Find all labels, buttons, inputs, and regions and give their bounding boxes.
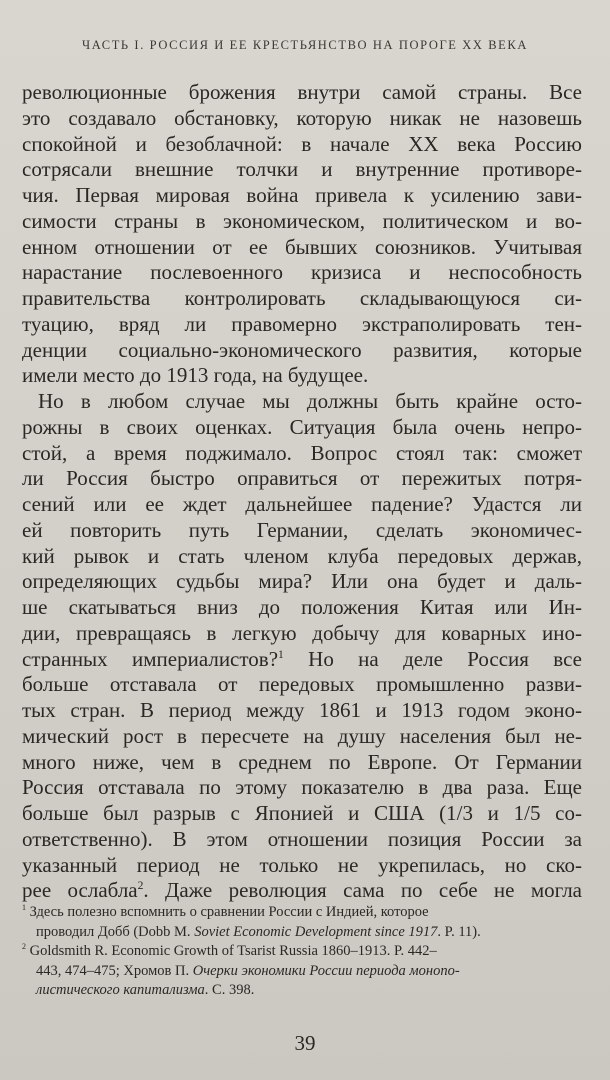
text-line: больше был разрыв с Японией и США (1/3 и 1/5 со- [22,801,582,825]
text-line: дии, превращаясь в легкую добычу для коварных ино- [22,620,582,645]
main-text [22,80,582,904]
page-number: 39 [294,1031,316,1055]
text-line: определяющих судьбы мира? Или она будет и даль- [22,569,582,594]
footnote-1 [22,903,582,923]
footnote-book-title: Soviet Economic Development since 1917 [194,923,438,940]
footnote-text: Goldsmith R. Economic Growth of Tsarist Russia 1860–1913. P. 442– [29,943,437,959]
text-line: енном отношении от ее бывших союзников. Учитывая [22,234,582,259]
footnote-text: проводил Добб (Dobb M. [36,923,195,940]
footnote-text: . С. 398. [204,982,255,998]
footnote-1-cont [22,923,582,943]
text-line: чия. Первая мировая война привела к усилению зави- [22,183,582,207]
text-line: нарастание послевоенного кризиса и неспособность [22,260,582,285]
text-line: ей повторить путь Германии, сделать экономичес- [22,517,582,542]
footnote-text: Здесь полезно вспомнить о сравнении России с Индией, которое [29,904,429,920]
text-line: ли Россия быстро оправиться от пережитых потря- [22,466,582,491]
text-segment: Даже революция сама по себе не могла [148,878,582,903]
text-line: сений или ее ждет дальнейшее падение? Удастся ли [22,492,582,516]
text-line: рожны в своих оценках. Ситуация была очень непро- [22,414,582,439]
footnote-2-cont [22,962,582,982]
footnote-text: . P. 11). [437,923,481,940]
text-line: это создавало обстановку, которую никак не назовешь [22,105,582,130]
text-segment: Но на деле Россия все [308,646,582,671]
footnote-book-title: листического капитализма [36,982,205,998]
footnote-mark: 1 [22,903,26,913]
footnotes [22,903,582,1001]
text-line: симости страны в экономическом, политическом и во- [22,208,582,233]
text-line: Россия отставала по этому показателю в два раза. Еще [22,775,582,800]
text-line: ше скатываться вниз до положения Китая или Ин- [22,595,582,619]
footnote-ref-2[interactable]: 2 [137,880,144,893]
text-line: указанный период не только не укрепилась, но ско- [22,852,582,877]
text-segment: рее ослабла [22,878,138,903]
text-line: стой, а время поджимало. Вопрос стоял так: сможет [22,440,582,465]
text-line: ответственно). В этом отношении позиция России за [22,826,582,851]
text-line: много ниже, чем в среднем по Европе. От Германии [22,749,582,774]
footnote-text: 443, 474–475; Хромов П. [36,962,193,979]
footnote-ref-1[interactable]: 1 [278,648,284,661]
footnote-2-cont [22,981,582,1001]
paragraph-start-line: Но в любом случае мы должны быть крайне осто- [38,389,582,413]
text-segment: странных империалистов? [22,646,279,671]
text-line: имели место до 1913 года, на будущее. [22,363,369,388]
text-line: больше отставала от передовых промышленно разви- [22,672,582,697]
text-line: правительства контролировать складывающуюся си- [22,286,582,310]
running-head: ЧАСТЬ I. РОССИЯ И ЕЕ КРЕСТЬЯНСТВО НА ПОРОГЕ XX ВЕКА [82,38,528,52]
footnote-mark: 2 [22,942,26,952]
text-line: революционные брожения внутри самой страны. Все [22,80,582,104]
text-line: туацию, вряд ли правомерно экстраполировать тен- [22,311,582,336]
text-line-with-footnote [22,647,582,673]
text-line: спокойной и безоблачной: в начале XX века Россию [22,131,582,156]
footnote-book-title: Очерки экономики России периода монопо- [192,962,460,979]
text-line: тых стран. В период между 1861 и 1913 годом эконо- [22,698,582,722]
footnote-2 [22,942,582,962]
text-line: денции социально-экономического развития, которые [22,337,582,362]
text-line: сотрясали внешние толчки и внутренние противоре- [22,157,582,182]
text-line: кий рывок и стать членом клуба передовых держав, [22,543,582,568]
text-line-with-footnote: рее ослабла$^2$. Даже революция сама по себе не могла [22,878,582,903]
text-line: мический рост в пересчете на душу населения был не- [22,723,582,748]
